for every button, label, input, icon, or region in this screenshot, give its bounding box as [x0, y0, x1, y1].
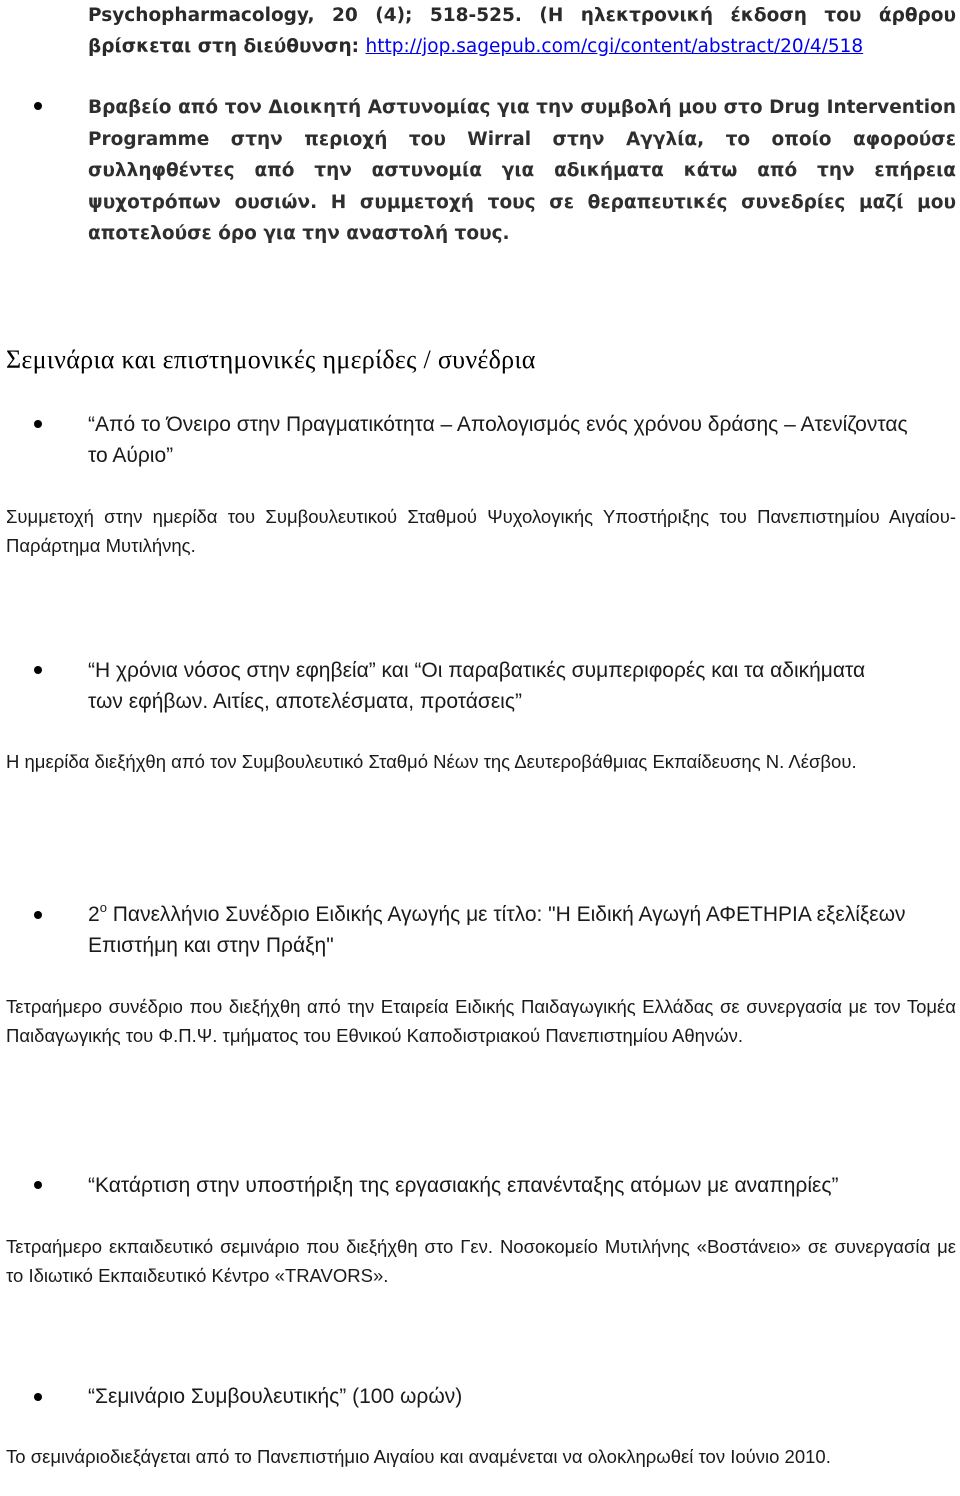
article-link[interactable]: http://jop.sagepub.com/cgi/content/abstract/20/4/518	[365, 36, 864, 57]
reference-paragraph	[88, 0, 956, 62]
reference-line-2	[88, 31, 956, 62]
bullet-icon	[34, 1393, 42, 1401]
item-title: “Σεμινάριο Συμβουλευτικής” (100 ωρών)	[88, 1385, 463, 1408]
bullet-icon	[34, 911, 42, 919]
bullet-icon	[34, 1181, 42, 1189]
item-description: Συμμετοχή στην ημερίδα του Συμβουλευτικού Σταθμού Ψυχολογικής Υποστήριξης του Πανεπιστημίου Αιγαίου- Παράρτημα Μυτιλήνης.	[6, 506, 956, 556]
item-description: Τετραήμερο συνέδριο που διεξήχθη από την Εταιρεία Ειδικής Παιδαγωγικής Ελλάδας σε συνεργασία με τον Τομέα Παιδαγωγικής του Φ.Π.Ψ. τμήματος του Εθνικού Καποδιστριακού Πανεπιστημίου Αθηνών.	[6, 996, 956, 1046]
bullet-icon	[34, 420, 42, 428]
item-title: “Από το Όνειρο στην Πραγματικότητα – Απολογισμός ενός χρόνου δράσης – Ατενίζοντας το Αύριο”	[88, 413, 908, 467]
item-title: “Η χρόνια νόσος στην εφηβεία” και “Οι παραβατικές συμπεριφορές και τα αδικήματα των εφήβων. Αιτίες, αποτελέσματα, προτάσεις”	[88, 659, 866, 713]
item-title-text: Πανελλήνιο Συνέδριο Ειδικής Αγωγής με τίτλο: "Η Ειδική Αγωγή ΑΦΕΤΗΡΙΑ εξελίξεων Επιστήμη και στην Πράξη"	[88, 903, 906, 957]
reference-prefix: βρίσκεται στη διεύθυνση:	[88, 36, 366, 57]
section-title: Σεμινάρια και επιστημονικές ημερίδες / συνέδρια	[6, 345, 536, 374]
item-title: “Κατάρτιση στην υποστήριξη της εργασιακής επανένταξης ατόμων με αναπηρίες”	[88, 1174, 839, 1197]
item-description: Η ημερίδα διεξήχθη από τον Συμβουλευτικό Σταθμό Νέων της Δευτεροβάθμιας Εκπαίδευσης Ν. Λέσβου.	[6, 751, 857, 772]
bullet-icon	[34, 102, 42, 110]
item-description: Το σεμινάριοδιεξάγεται από το Πανεπιστήμιο Αιγαίου και αναμένεται να ολοκληρωθεί τον Ιούνιο 2010.	[6, 1446, 831, 1467]
item-title-number: 2	[88, 903, 100, 926]
award-paragraph: Βραβείο από τον Διοικητή Αστυνομίας για την συμβολή μου στο Drug Intervention Programme στην περιοχή του Wirral στην Αγγλία, το οποίο αφορούσε συλληφθέντες από την αστυνομία για αδικήματα κάτω από την επήρεια ψυχοτρόπων ουσιών. Η συμμετοχή τους σε θεραπευτικές συνεδρίες μαζί μου αποτελούσε όρο για την αναστολή τους.	[88, 97, 956, 244]
item-title-ordinal: ο	[99, 900, 107, 915]
item-description: Τετραήμερο εκπαιδευτικό σεμινάριο που διεξήχθη στο Γεν. Νοσοκομείο Μυτιλήνης «Βοστάνειο» σε συνεργασία με το Ιδιωτικό Εκπαιδευτικό Κέντρο «TRAVORS».	[6, 1236, 956, 1286]
bullet-icon	[34, 666, 42, 674]
item-title	[88, 899, 918, 961]
reference-line-1: Psychopharmacology, 20 (4); 518-525. (Η ηλεκτρονική έκδοση του άρθρου	[88, 5, 956, 26]
